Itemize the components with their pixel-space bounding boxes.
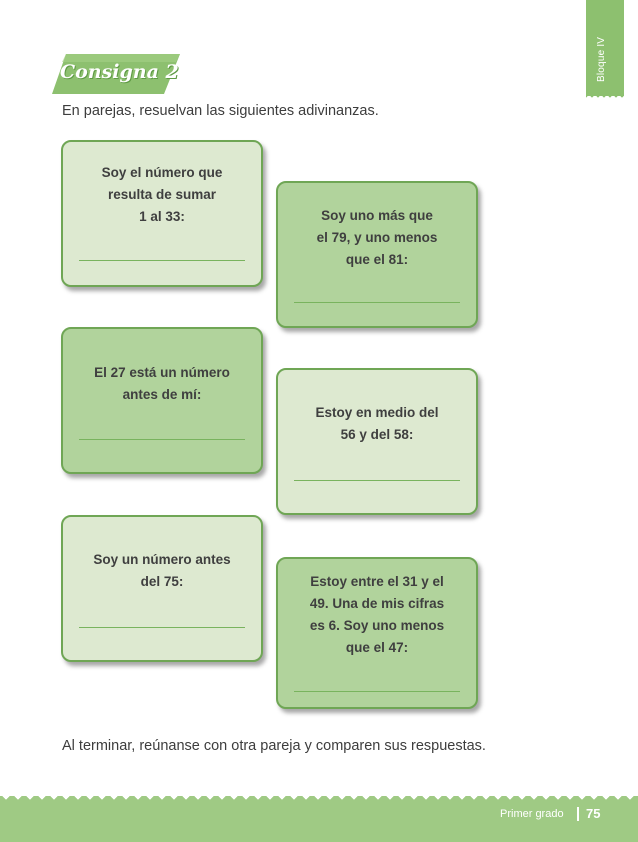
riddle-line: que el 47: xyxy=(345,640,409,655)
riddle-card-4 xyxy=(276,368,478,515)
instructions-text: En parejas, resuelvan las siguientes adivinanzas. xyxy=(62,103,379,119)
riddle-line: Soy el número que xyxy=(101,165,223,180)
riddle-line: Soy uno más que xyxy=(321,208,433,223)
riddle-line: 49. Una de mis cifras xyxy=(309,596,445,611)
riddle-line: del 75: xyxy=(140,574,184,589)
riddle-line: que el 81: xyxy=(345,252,409,267)
consigna-title: Consigna 2 xyxy=(60,61,179,83)
riddle-text xyxy=(288,571,466,659)
answer-line[interactable] xyxy=(79,439,245,440)
page-number: 75 xyxy=(586,806,601,821)
riddle-line: 1 al 33: xyxy=(139,209,185,224)
riddle-card-1 xyxy=(61,140,263,287)
answer-line[interactable] xyxy=(294,691,460,692)
riddle-text xyxy=(288,205,466,271)
answer-line[interactable] xyxy=(79,260,245,261)
riddle-card-2 xyxy=(276,181,478,328)
riddle-line: 56 y del 58: xyxy=(340,427,414,442)
riddle-line: Soy un número antes xyxy=(93,552,231,567)
riddle-card-5 xyxy=(61,515,263,662)
answer-line[interactable] xyxy=(79,627,245,628)
riddle-text xyxy=(73,549,251,593)
riddle-text xyxy=(288,402,466,446)
riddle-line: Estoy en medio del xyxy=(315,405,439,420)
riddle-text xyxy=(73,362,251,406)
consigna-banner xyxy=(52,54,180,94)
footer-grade: Primer grado xyxy=(500,808,564,820)
riddle-card-3 xyxy=(61,327,263,474)
riddle-line: es 6. Soy uno menos xyxy=(309,618,445,633)
footer-separator xyxy=(577,807,579,821)
riddle-line: el 79, y uno menos xyxy=(316,230,438,245)
riddle-line: El 27 está un número xyxy=(94,365,230,380)
answer-line[interactable] xyxy=(294,302,460,303)
riddle-line: resulta de sumar xyxy=(107,187,217,202)
riddle-line: antes de mí: xyxy=(122,387,202,402)
riddle-line: Estoy entre el 31 y el xyxy=(310,574,444,589)
bloque-label: Bloque IV xyxy=(596,36,607,82)
riddle-card-6 xyxy=(276,557,478,709)
closing-text: Al terminar, reúnanse con otra pareja y comparen sus respuestas. xyxy=(62,738,486,754)
riddle-text xyxy=(73,162,251,228)
answer-line[interactable] xyxy=(294,480,460,481)
